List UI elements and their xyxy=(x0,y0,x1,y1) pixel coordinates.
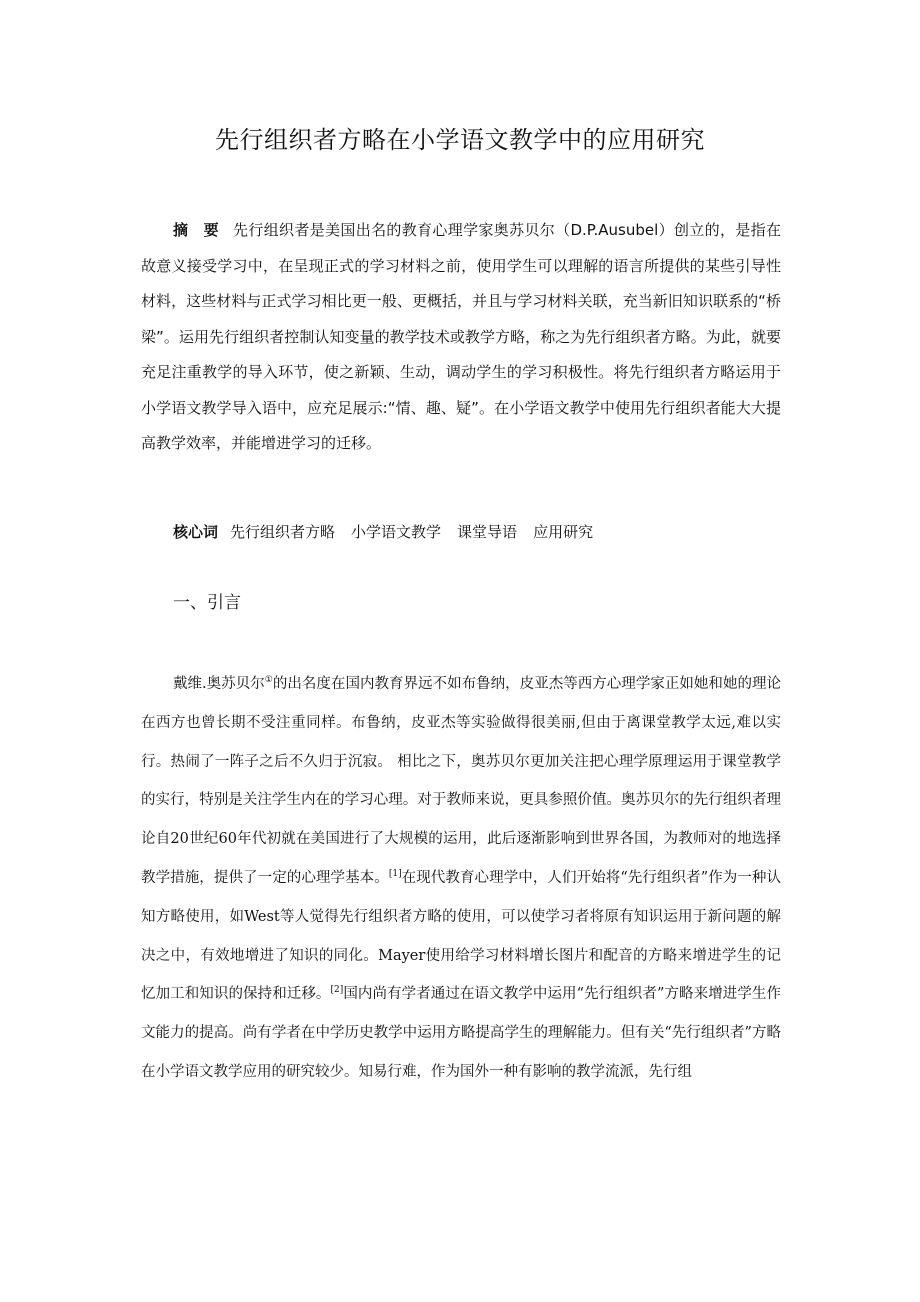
keywords-line xyxy=(141,515,781,550)
body-text-segment: 国内尚有学者通过在语文教学中运用“先行组织者”方略来增进学生作文能力的提高。尚有学者在中学历史教学中运用方略提高学生的理解能力。但有关“先行组织者”方略在小学语文教学应用的研究较少。知易行难，作为国外一种有影响的教学流派，先行组 xyxy=(141,986,781,1080)
keywords-label: 核心词 xyxy=(173,523,219,541)
paper-title: 先行组织者方略在小学语文教学中的应用研究 xyxy=(215,126,705,154)
abstract-paragraph xyxy=(141,213,781,462)
citation-marker: [1] xyxy=(388,869,402,880)
abstract-label: 摘 要 xyxy=(173,221,220,239)
abstract-text: 先行组织者是美国出名的教育心理学家奥苏贝尔（D.P.Ausubel）创立的，是指在故意义接受学习中，在呈现正式的学习材料之前，使用学生可以理解的语言所提供的某些引导性材料，这些材料与正式学习相比更一般、更概括，并且与学习材料关联，充当新旧知识联系的“桥梁”。运用先行组织者控制认知变量的教学技术或教学方略，称之为先行组织者方略。为此，就要充足注重教学的导入环节，使之新颖、生动，调动学生的学习积极性。将先行组织者方略运用于小学语文教学导入语中，应充足展示:“情、趣、疑”。在小学语文教学中使用先行组织者能大大提高教学效率，并能增进学习的迁移。 xyxy=(141,221,781,452)
keyword-item: 先行组织者方略 xyxy=(230,523,336,541)
footnote-marker: ① xyxy=(264,675,273,686)
body-text-segment: 戴维.奥苏贝尔 xyxy=(173,676,265,692)
body-text-segment: 在现代教育心理学中，人们开始将“先行组织者”作为一种认知方略使用，如West等人觉得先行组织者方略的使用，可以使学习者将原有知识运用于新问题的解决之中，有效地增进了知识的同化。Mayer使用给学习材料增长图片和配音的方略来增进学生的记忆加工和知识的保持和迁移。 xyxy=(141,869,782,1003)
keyword-item: 应用研究 xyxy=(533,523,594,541)
citation-marker: [2] xyxy=(330,985,344,996)
keyword-item: 小学语文教学 xyxy=(351,523,442,541)
keyword-item: 课堂导语 xyxy=(457,523,518,541)
body-paragraph xyxy=(141,665,781,1092)
section-heading: 一、引言 xyxy=(173,593,241,613)
body-text-segment: 的出名度在国内教育界远不如布鲁纳，皮亚杰等西方心理学家正如她和她的理论在西方也曾长期不受注重同样。布鲁纳，皮亚杰等实验做得很美丽,但由于离课堂教学太远,难以实行。热闹了一阵子之后不久归于沉寂。 相比之下，奥苏贝尔更加关注把心理学原理运用于课堂教学的实行，特别是关注学生内在的学习心理。对于教师来说，更具参照价值。奥苏贝尔的先行组织者理论自20世纪60年代初就在美国进行了大规模的运用，此后逐渐影响到世界各国，为教师对的地选择教学措施，提供了一定的心理学基本。 xyxy=(141,676,781,886)
